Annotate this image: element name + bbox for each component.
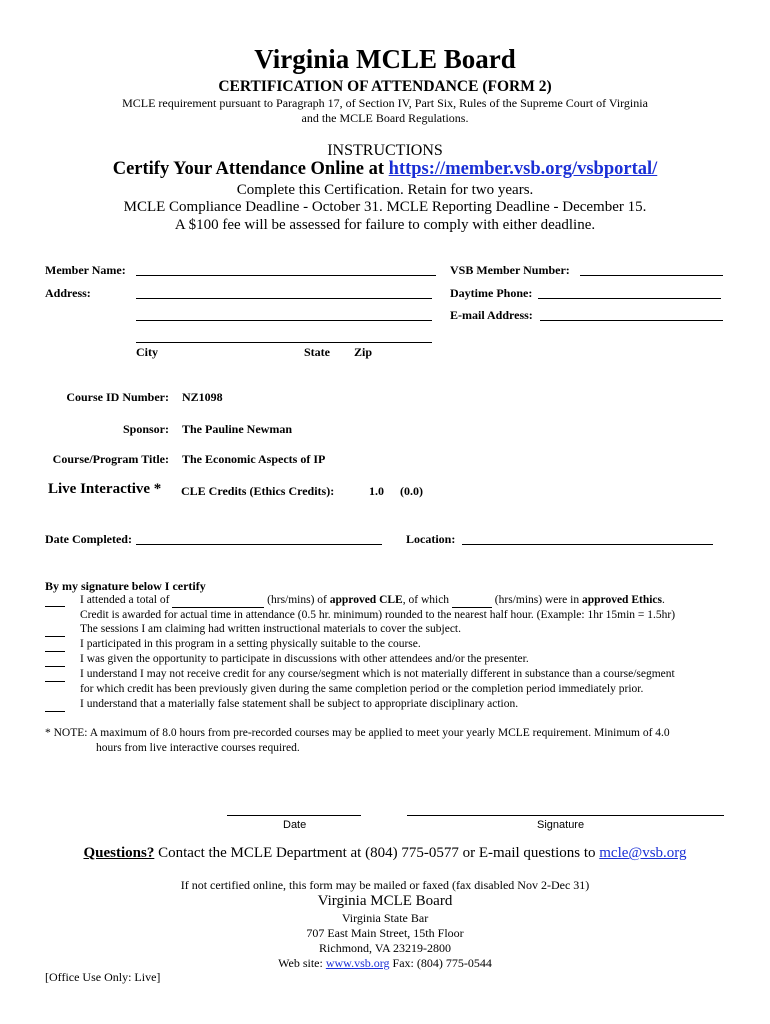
- requirement-line-2: and the MCLE Board Regulations.: [301, 111, 469, 125]
- date-completed-label: Date Completed:: [45, 532, 132, 546]
- certify-item-1-b: (hrs/mins) of: [267, 594, 327, 606]
- course-title-label: Course/Program Title:: [52, 452, 169, 466]
- website-label: Web site:: [278, 956, 326, 970]
- certify-item-6: I understand that a materially false statement shall be subject to appropriate disciplinary action.: [80, 698, 519, 710]
- certify-check-4[interactable]: [45, 666, 65, 667]
- date-label: Date: [283, 819, 307, 831]
- signature-label: Signature: [537, 819, 585, 831]
- footer-website-line: [0, 956, 770, 971]
- city-state-zip-field[interactable]: [136, 342, 432, 343]
- mail-note: If not certified online, this form may be mailed or faxed (fax disabled Nov 2-Dec 31): [180, 878, 590, 892]
- certify-item-4: I was given the opportunity to participate in discussions with other attendees and/or the presenter.: [80, 653, 529, 665]
- instructions-line-2: MCLE Compliance Deadline - October 31. MCLE Reporting Deadline - December 15.: [123, 199, 647, 215]
- date-completed-field[interactable]: [136, 544, 382, 545]
- questions-label: Questions?: [83, 845, 155, 861]
- certify-heading: By my signature below I certify: [45, 579, 206, 593]
- sponsor-value: The Pauline Newman: [182, 422, 293, 436]
- certify-item-1-e: (hrs/mins) were in: [494, 594, 580, 606]
- address-field-1[interactable]: [136, 298, 432, 299]
- address-field-2[interactable]: [136, 320, 432, 321]
- website-link[interactable]: www.vsb.org: [325, 956, 390, 970]
- certify-check-5[interactable]: [45, 681, 65, 682]
- zip-label: Zip: [354, 345, 373, 359]
- signature-field[interactable]: [407, 815, 724, 816]
- certify-check-1[interactable]: [45, 606, 65, 607]
- ethics-hours-field[interactable]: [452, 595, 492, 608]
- certify-item-5: I understand I may not receive credit for any course/segment which is not materially different in substance than a course/segment: [80, 668, 675, 680]
- location-label: Location:: [406, 532, 456, 546]
- certify-item-3: I participated in this program in a setting physically suitable to the course.: [80, 638, 421, 650]
- member-name-field[interactable]: [136, 275, 436, 276]
- date-signature-field[interactable]: [227, 815, 361, 816]
- certify-online-text: Certify Your Attendance Online at: [112, 159, 389, 179]
- certify-item-1-c: approved CLE: [329, 594, 403, 606]
- vsb-portal-link[interactable]: https://member.vsb.org/vsbportal/: [388, 159, 658, 179]
- ethics-credits-value: (0.0): [400, 484, 423, 498]
- vsb-number-field[interactable]: [580, 275, 723, 276]
- address-label: Address:: [45, 286, 91, 300]
- instructions-line-1: Complete this Certification. Retain for two years.: [236, 182, 534, 198]
- office-use-note: [Office Use Only: Live]: [45, 970, 161, 984]
- footer-org: Virginia State Bar: [341, 911, 429, 925]
- course-title-value: The Economic Aspects of IP: [182, 452, 326, 466]
- cle-hours-field[interactable]: [172, 595, 264, 608]
- state-label: State: [304, 345, 330, 359]
- requirement-line-1: MCLE requirement pursuant to Paragraph 17, of Section IV, Part Six, Rules of the Supreme Court of Virginia: [122, 96, 648, 110]
- sponsor-label: Sponsor:: [122, 422, 169, 436]
- vsb-number-label: VSB Member Number:: [450, 263, 570, 277]
- course-id-value: NZ1098: [182, 390, 223, 404]
- email-label: E-mail Address:: [450, 308, 533, 322]
- mcle-email-link[interactable]: mcle@vsb.org: [599, 845, 687, 861]
- daytime-phone-label: Daytime Phone:: [450, 286, 533, 300]
- certify-item-1: [80, 594, 665, 608]
- member-name-label: Member Name:: [45, 263, 126, 277]
- daytime-phone-field[interactable]: [538, 298, 721, 299]
- city-label: City: [136, 345, 158, 359]
- note-line-2: hours from live interactive courses required.: [96, 742, 300, 754]
- form-title: Virginia MCLE Board: [254, 44, 516, 74]
- certify-check-2[interactable]: [45, 636, 65, 637]
- certify-item-1-a: I attended a total of: [80, 594, 170, 606]
- footer-street: 707 East Main Street, 15th Floor: [306, 926, 464, 940]
- instructions-heading: INSTRUCTIONS: [327, 142, 443, 159]
- fax-text: Fax: (804) 775-0544: [389, 956, 492, 970]
- footer-city: Richmond, VA 23219-2800: [319, 941, 451, 955]
- questions-line: [0, 845, 770, 862]
- certify-item-1-f: approved Ethics: [582, 594, 662, 606]
- form-subtitle: CERTIFICATION OF ATTENDANCE (FORM 2): [218, 78, 552, 95]
- certify-item-1-g: .: [661, 594, 665, 606]
- certify-item-5-cont: for which credit has been previously given during the same completion period or the completion period immediately prior.: [80, 683, 644, 695]
- certify-item-1-d: , of which: [402, 594, 450, 606]
- location-field[interactable]: [462, 544, 713, 545]
- certify-check-6[interactable]: [45, 711, 65, 712]
- questions-text: Contact the MCLE Department at (804) 775-0577 or E-mail questions to: [154, 845, 600, 861]
- certify-check-3[interactable]: [45, 651, 65, 652]
- certify-item-1-cont: Credit is awarded for actual time in attendance (0.5 hr. minimum) rounded to the nearest half hour. (Example: 1hr 15min = 1.5hr): [80, 609, 676, 621]
- footer-board-name: Virginia MCLE Board: [317, 893, 453, 909]
- instructions-line-3: A $100 fee will be assessed for failure to comply with either deadline.: [174, 217, 596, 233]
- certify-item-2: The sessions I am claiming had written instructional materials to cover the subject.: [80, 623, 461, 635]
- course-id-label: Course ID Number:: [66, 390, 169, 404]
- cle-credits-value: 1.0: [369, 484, 384, 498]
- email-field[interactable]: [540, 320, 723, 321]
- course-format-label: Live Interactive *: [48, 481, 162, 497]
- cle-credits-label: CLE Credits (Ethics Credits):: [181, 484, 335, 498]
- certify-online-line: [0, 159, 770, 180]
- note-line-1: * NOTE: A maximum of 8.0 hours from pre-recorded courses may be applied to meet your yearly MCLE requirement. Minimum of 4.0: [45, 727, 670, 739]
